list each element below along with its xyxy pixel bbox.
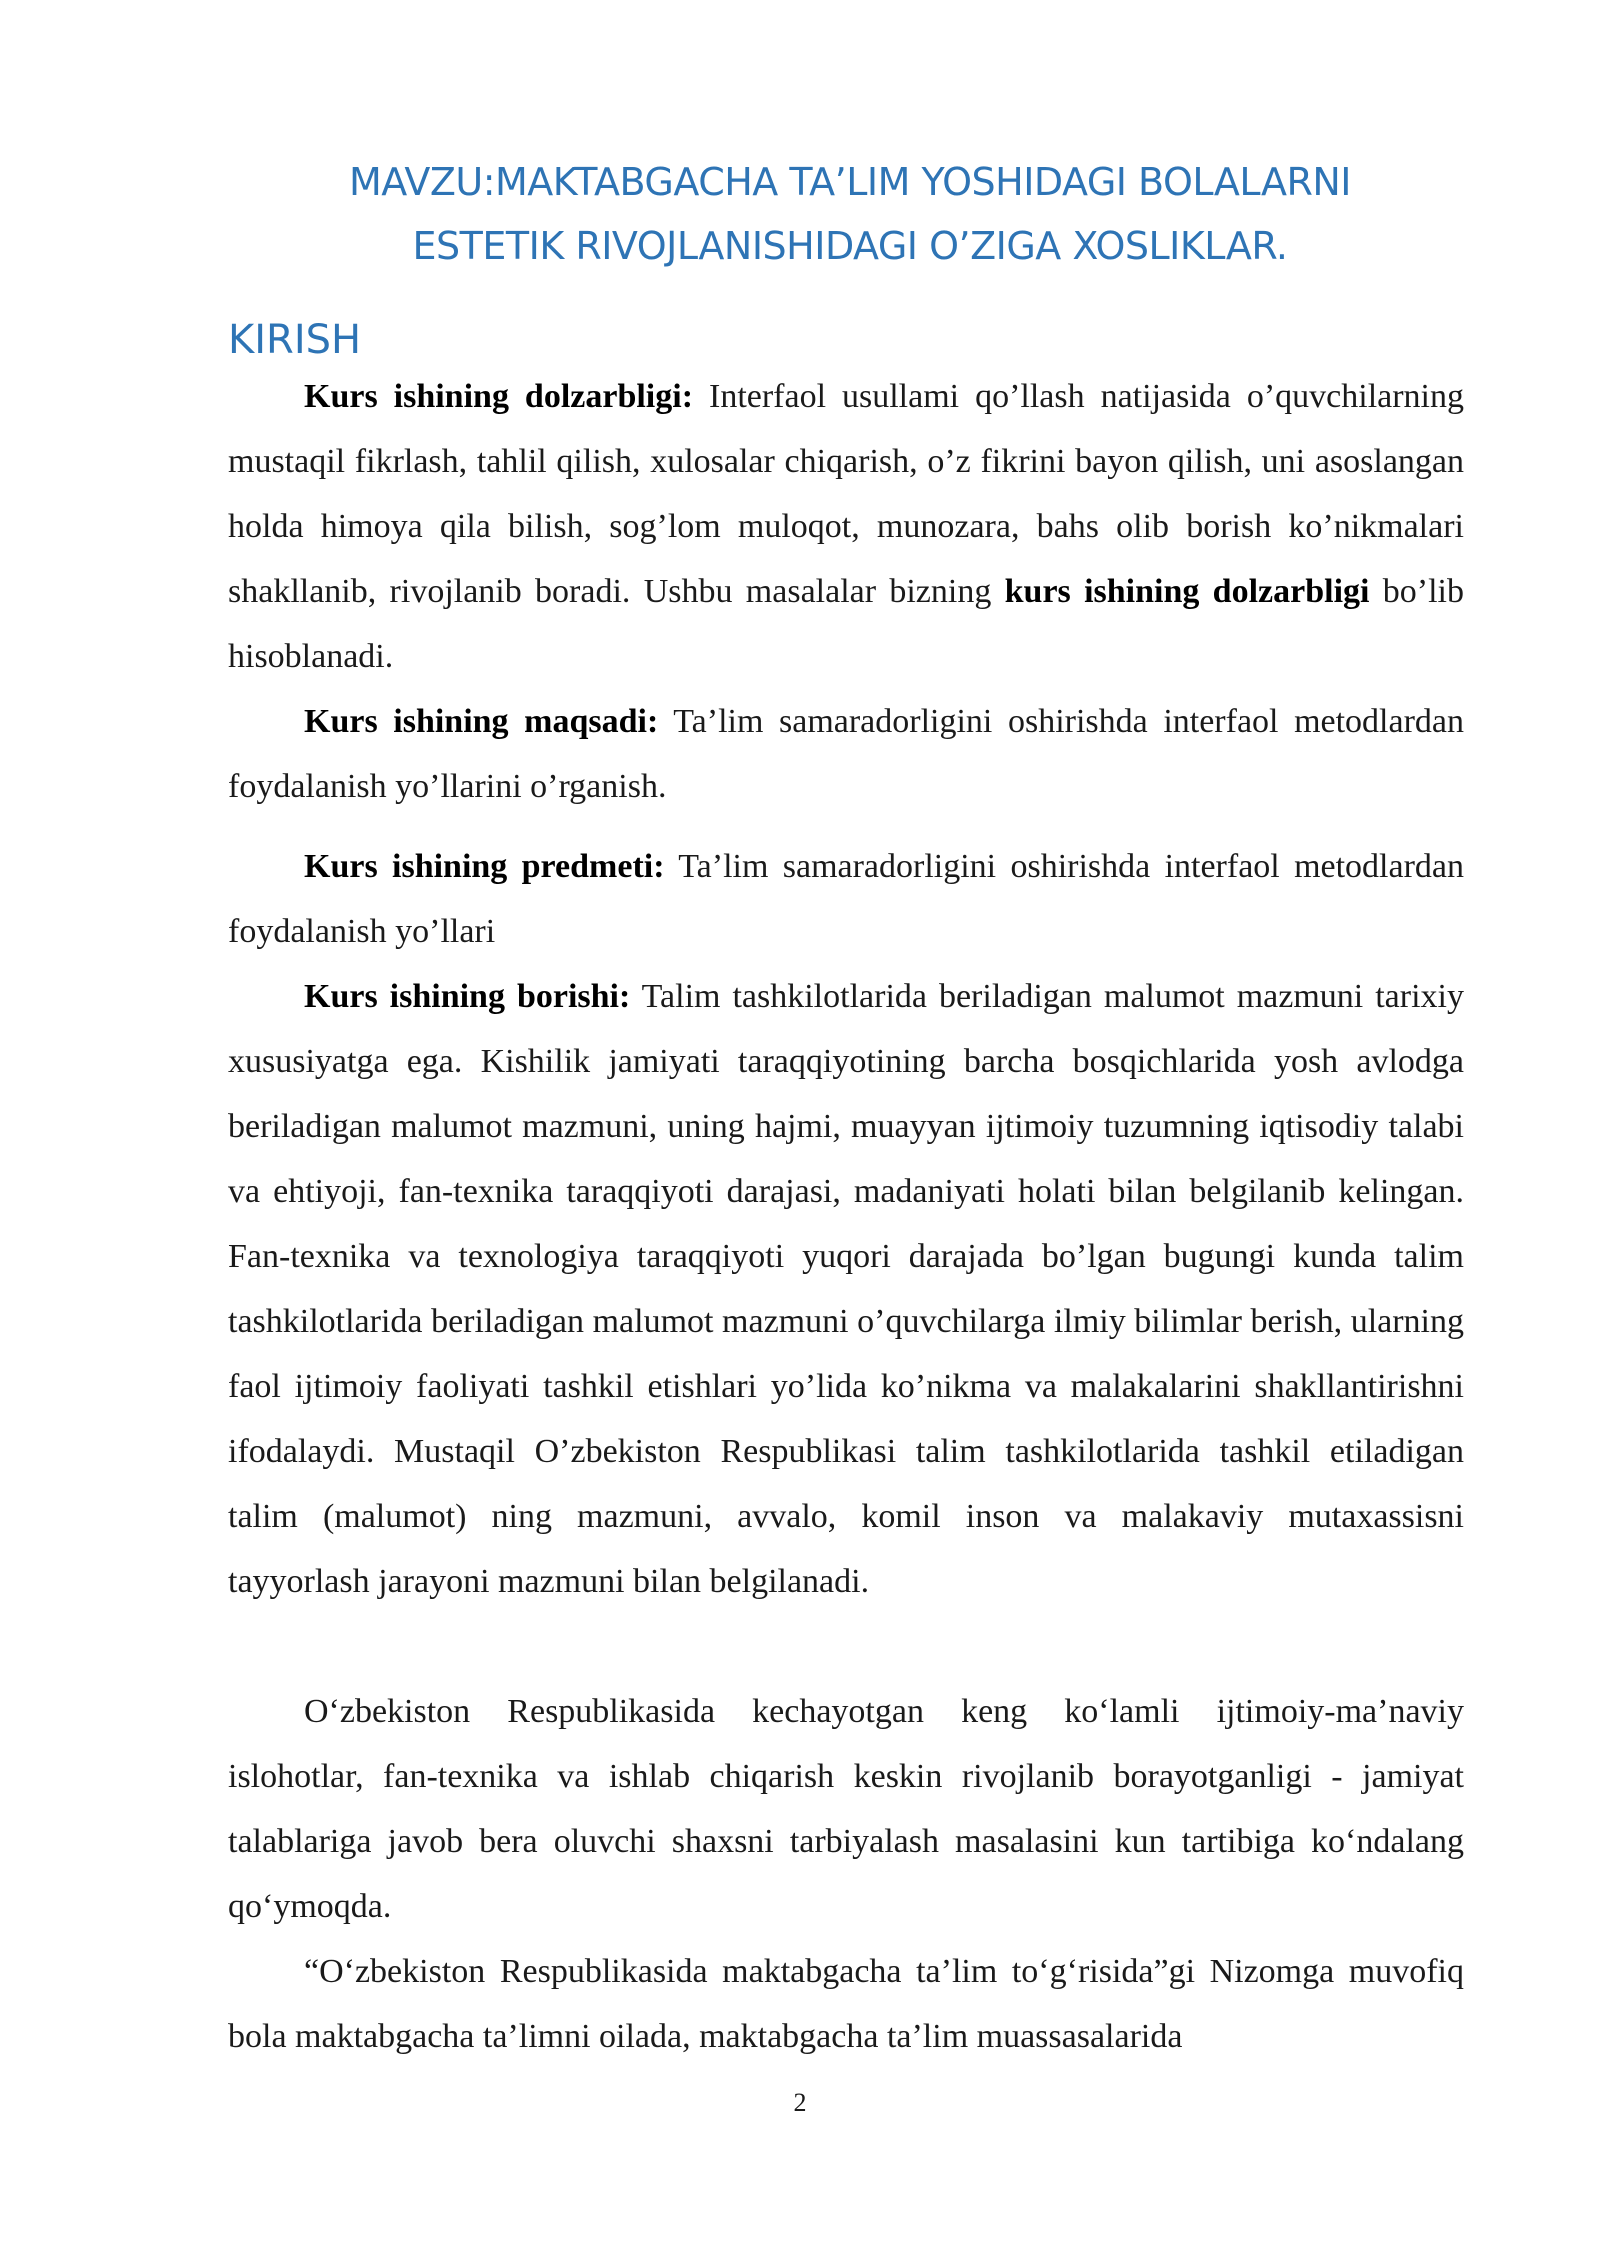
relevance-emphasis: kurs ishining dolzarbligi <box>1004 573 1370 610</box>
page-number: 2 <box>793 2088 807 2117</box>
paragraph-relevance <box>228 364 1464 689</box>
relevance-text-a: Interfaol usullami qo’llash natijasida o’quvchilarning mustaqil fikrlash, tahlil qilish, xulosalar chiqarish, o’z fikrini bayon qilish, uni asoslangan holda himoya qila bilish, sog’lom muloqot, munozara, bahs olib borish ko’nikmalari shakllanib, rivojlanib boradi. Ushbu masalalar bizning <box>228 378 1465 610</box>
paragraph-subject <box>228 834 1464 964</box>
progress-text: Talim tashkilotlarida beriladigan malumot mazmuni tarixiy xususiyatga ega. Kishilik jamiyati taraqqiyotining barcha bosqichlarida yosh avlodga beriladigan malumot mazmuni, uning hajmi, muayyan ijtimoiy tuzumning iqtisodiy talabi va ehtiyoji, fan-texnika taraqqiyoti darajasi, madaniyati holati bilan belgilanib kelingan. Fan-texnika va texnologiya taraqqiyoti yuqori darajada bo’lgan bugungi kunda talim tashkilotlarida beriladigan malumot mazmuni o’quvchilarga ilmiy bilimlar berish, ularning faol ijtimoiy faoliyati tashkil etishlari yo’lida ko’nikma va malakalarini shakllantirishni ifodalaydi. Mustaqil O’zbekiston Respublikasi talim tashkilotlarida tashkil etiladigan talim (malumot) ning mazmuni, avvalo, komil inson va malakaviy mutaxassisni tayyorlash jarayoni mazmuni bilan belgilanadi. <box>228 978 1464 1600</box>
aim-text: Ta’lim samaradorligini oshirishda interfaol metodlardan foydalanish yo’llarini o’rganish. <box>228 703 1465 805</box>
paragraph-regulation <box>228 1939 1464 2069</box>
relevance-label: Kurs ishining dolzarbligi: <box>304 378 694 415</box>
progress-label: Kurs ishining borishi: <box>304 978 631 1015</box>
title-line-2: ESTETIK RIVOJLANISHIDAGI O’ZIGA XOSLIKLAR. <box>412 224 1288 268</box>
section-heading: KIRISH <box>228 317 362 363</box>
paragraph-aim <box>228 689 1464 819</box>
paragraph-progress <box>228 964 1464 1614</box>
paragraph-reforms <box>228 1679 1464 1939</box>
document-title <box>228 150 1472 278</box>
reforms-text: O‘zbekiston Respublikasida kechayotgan keng ko‘lamli ijtimoiy-ma’naviy islohotlar, fan-texnika va ishlab chiqarish keskin rivojlanib borayotganligi - jamiyat talablariga javob bera oluvchi shaxsni tarbiyalash masalasini kun tartibiga ko‘ndalang qo‘ymoqda. <box>228 1693 1464 1925</box>
subject-label: Kurs ishining predmeti: <box>304 848 665 885</box>
title-line-1: MAVZU:MAKTABGACHA TA’LIM YOSHIDAGI BOLALARNI <box>349 160 1351 204</box>
subject-text: Ta’lim samaradorligini oshirishda interfaol metodlardan foydalanish yo’llari <box>228 848 1465 950</box>
aim-label: Kurs ishining maqsadi: <box>304 703 659 740</box>
relevance-text-b: bo’lib hisoblanadi. <box>228 573 1464 675</box>
regulation-text: “O‘zbekiston Respublikasida maktabgacha ta’lim to‘g‘risida”gi Nizomga muvofiq bola maktabgacha ta’limni oilada, maktabgacha ta’lim muassasalarida <box>228 1953 1464 2055</box>
